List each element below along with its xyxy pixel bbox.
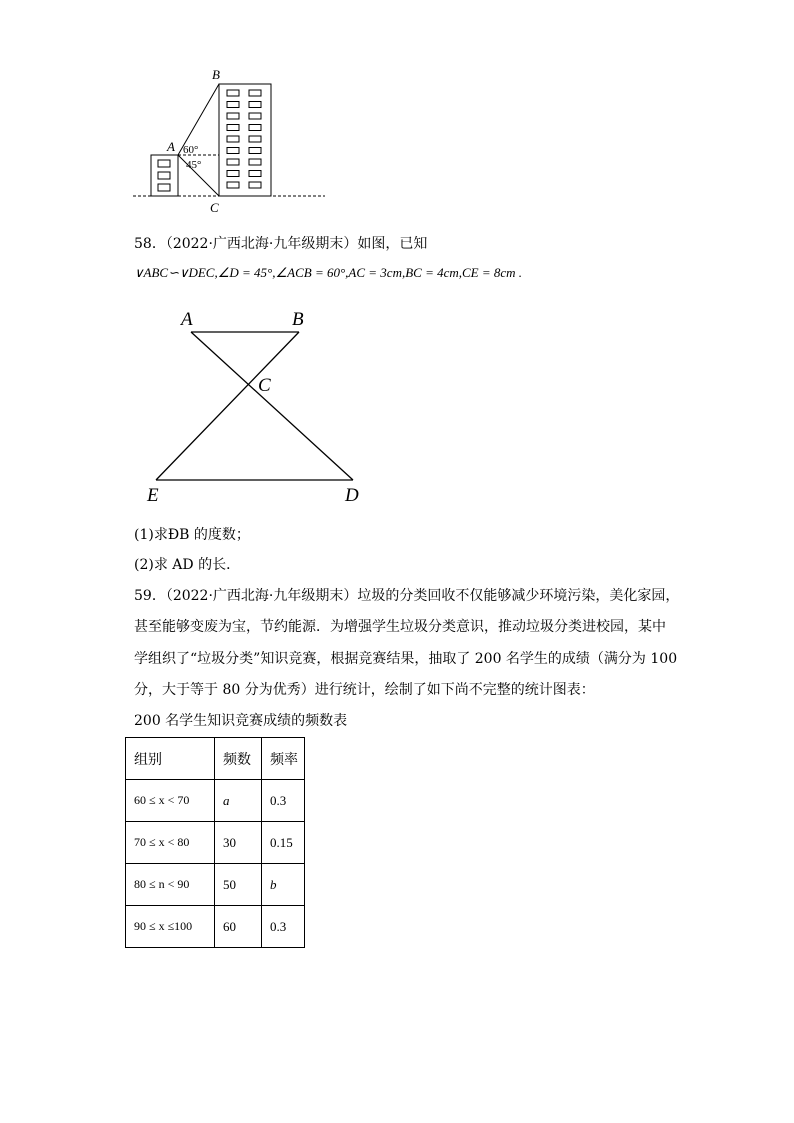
window: [249, 113, 261, 119]
window: [249, 102, 261, 108]
table-row: [126, 864, 305, 906]
window: [227, 102, 239, 108]
table-cell: 60 ≤ x < 70: [126, 780, 215, 822]
angle-60-label: 60°: [183, 144, 199, 156]
segment-AD: [191, 332, 353, 480]
window: [249, 136, 261, 142]
window: [227, 182, 239, 188]
window: [249, 148, 261, 154]
frequency-table: [125, 737, 305, 948]
table-row: [126, 822, 305, 864]
q59-line4: 分，大于等于 80 分为优秀）进行统计，绘制了如下尚不完整的统计图表：: [134, 682, 595, 698]
table-header: 频率: [262, 738, 305, 780]
label-A: A: [181, 309, 193, 330]
table-cell: 70 ≤ x < 80: [126, 822, 215, 864]
table-cell: 80 ≤ n < 90: [126, 864, 215, 906]
tall-building-windows: [227, 90, 261, 188]
table-header-row: [126, 738, 305, 780]
window: [249, 182, 261, 188]
window: [227, 171, 239, 177]
window: [227, 148, 239, 154]
label-E: E: [147, 485, 159, 506]
label-A: A: [167, 139, 175, 154]
label-B: B: [212, 67, 220, 82]
window: [227, 136, 239, 142]
q58-stem: 58．（2022·广西北海·九年级期末）如图，已知: [134, 236, 428, 252]
table-cell: 30: [215, 822, 262, 864]
q58-part1: (1)求ÐB 的度数；: [134, 527, 250, 543]
q59-line1: 59．（2022·广西北海·九年级期末）垃圾的分类回收不仅能够减少环境污染，美化家园，: [134, 588, 680, 604]
triangle-figure: [140, 304, 380, 510]
table-header: 组别: [126, 738, 215, 780]
building-figure: [125, 62, 345, 218]
angle-45-label: 45°: [186, 159, 202, 171]
segment-BE: [156, 332, 299, 480]
table-cell: a: [215, 780, 262, 822]
table-cell: 90 ≤ x ≤100: [126, 906, 215, 948]
label-C: C: [258, 375, 271, 396]
window: [249, 90, 261, 96]
window: [249, 159, 261, 165]
window: [227, 159, 239, 165]
q58-part2: (2)求 AD 的长．: [134, 557, 241, 573]
q59-line2: 甚至能够变废为宝，节约能源．为增强学生垃圾分类意识，推动垃圾分类进校园，某中: [134, 619, 666, 635]
window: [227, 125, 239, 131]
window: [227, 113, 239, 119]
small-building: [151, 155, 178, 196]
table-cell: 0.15: [262, 822, 305, 864]
table-cell: 0.3: [262, 906, 305, 948]
table-cell: 50: [215, 864, 262, 906]
table-cell: 0.3: [262, 780, 305, 822]
table-row: [126, 780, 305, 822]
window: [249, 171, 261, 177]
label-B: B: [292, 309, 304, 330]
table-header: 频数: [215, 738, 262, 780]
label-D: D: [345, 485, 359, 506]
table-row: [126, 906, 305, 948]
table-cell: 60: [215, 906, 262, 948]
window: [249, 125, 261, 131]
table-title: 200 名学生知识竞赛成绩的频数表: [134, 713, 348, 729]
label-C: C: [210, 200, 219, 215]
table-cell: b: [262, 864, 305, 906]
q59-line3: 学组织了“垃圾分类”知识竞赛，根据竞赛结果，抽取了 200 名学生的成绩（满分为 100: [134, 651, 678, 667]
window: [227, 90, 239, 96]
q58-given: ∨ABC∽∨DEC,∠D = 45°,∠ACB = 60°,AC = 3cm,BC = 4cm,CE = 8cm .: [134, 265, 523, 280]
